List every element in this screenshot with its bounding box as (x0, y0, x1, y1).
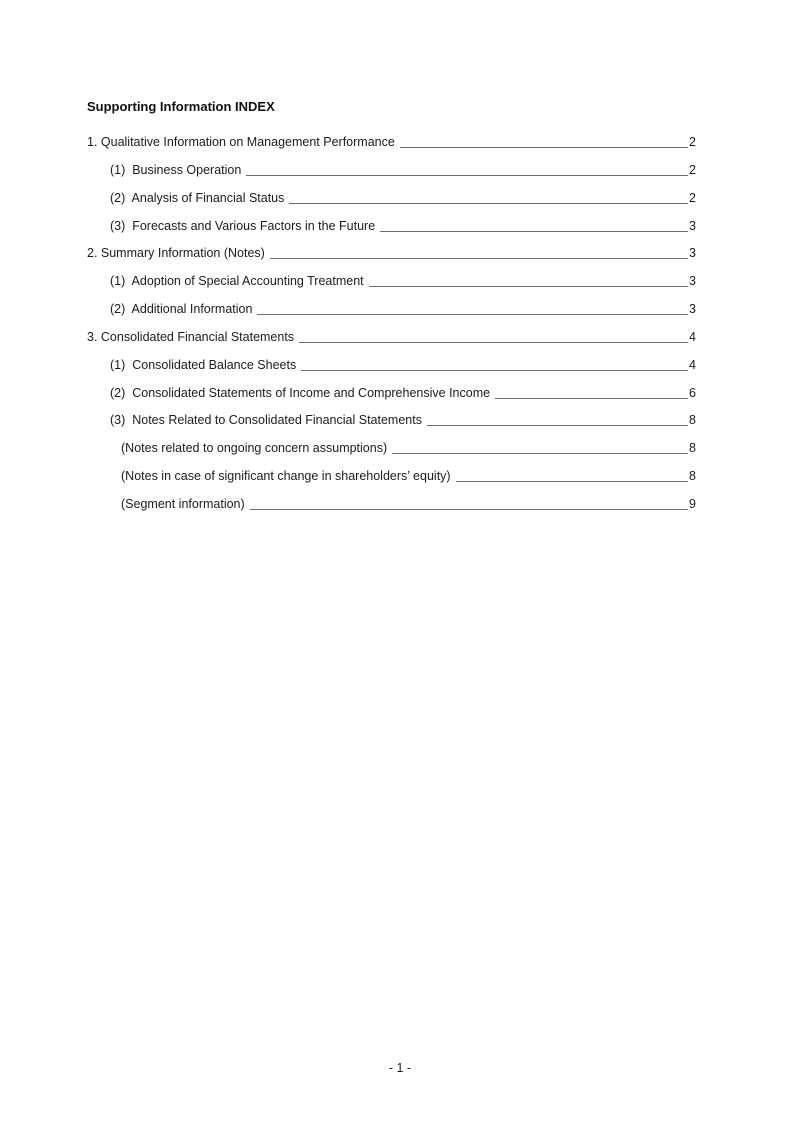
toc-entry-label: (3) Notes Related to Consolidated Financial Statements (110, 413, 422, 428)
toc-entry-label: (1) Adoption of Special Accounting Treatment (110, 274, 364, 289)
toc-entry-label: 2. Summary Information (Notes) (87, 246, 265, 261)
toc-entry-label: 3. Consolidated Financial Statements (87, 329, 295, 344)
toc-leader-line (299, 342, 688, 343)
toc-entry-label: (2) Analysis of Financial Status (110, 190, 285, 205)
toc-entry-label: 1. Qualitative Information on Management Performance (87, 135, 395, 149)
toc-leader-line (369, 286, 688, 287)
toc-entry-label: (2) Consolidated Statements of Income and Comprehensive Income (110, 385, 491, 400)
toc-leader-line (257, 314, 688, 315)
page-number-footer: - 1 - (388, 1061, 412, 1075)
toc-leader-line (427, 425, 688, 426)
toc-page-number: 3 (689, 274, 696, 289)
toc-entry (87, 413, 696, 441)
toc-page-number: 3 (689, 246, 696, 261)
toc-page-number: 2 (689, 190, 696, 205)
toc-leader-line (400, 147, 688, 148)
toc-entry-label: (3) Forecasts and Various Factors in the Future (110, 218, 376, 233)
toc-entry (87, 246, 696, 274)
toc-leader-line (270, 258, 688, 259)
toc-page-number: 4 (689, 357, 696, 372)
table-of-contents (87, 135, 696, 525)
toc-entry (87, 163, 696, 191)
toc-entry-label: (Notes in case of significant change in shareholders’ equity) (121, 469, 451, 484)
page-content (87, 99, 696, 525)
toc-entry (87, 135, 696, 163)
toc-page-number: 2 (689, 162, 696, 177)
toc-entry (87, 386, 696, 414)
toc-page-number: 8 (689, 441, 696, 456)
toc-page-number: 9 (689, 496, 696, 511)
toc-leader-line (495, 398, 688, 399)
toc-entry-label: (1) Business Operation (110, 162, 242, 177)
toc-entry (87, 219, 696, 247)
toc-page-number: 8 (689, 413, 696, 428)
toc-entry (87, 191, 696, 219)
toc-entry (87, 302, 696, 330)
toc-leader-line (380, 231, 688, 232)
toc-entry-label: (2) Additional Information (110, 302, 253, 317)
toc-page-number: 2 (689, 135, 696, 149)
toc-entry-label: (Notes related to ongoing concern assumptions) (121, 441, 388, 456)
toc-page-number: 8 (689, 469, 696, 484)
toc-entry (87, 497, 696, 525)
toc-entry-label: (Segment information) (121, 496, 245, 511)
page-title: Supporting Information INDEX (87, 99, 275, 114)
toc-leader-line (289, 203, 688, 204)
toc-entry (87, 469, 696, 497)
toc-entry (87, 441, 696, 469)
toc-entry (87, 358, 696, 386)
toc-page-number: 3 (689, 302, 696, 317)
toc-entry (87, 330, 696, 358)
toc-leader-line (392, 453, 688, 454)
toc-leader-line (301, 370, 688, 371)
toc-page-number: 3 (689, 218, 696, 233)
toc-page-number: 6 (689, 385, 696, 400)
toc-entry (87, 274, 696, 302)
toc-entry-label: (1) Consolidated Balance Sheets (110, 357, 297, 372)
toc-page-number: 4 (689, 329, 696, 344)
toc-leader-line (250, 509, 688, 510)
toc-leader-line (246, 175, 688, 176)
toc-leader-line (456, 481, 688, 482)
